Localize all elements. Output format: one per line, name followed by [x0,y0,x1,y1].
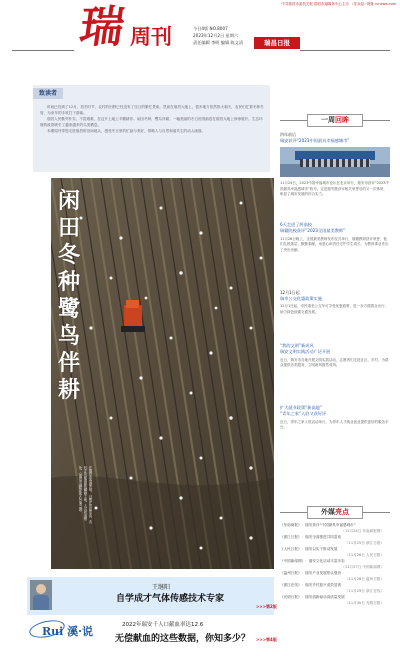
media-highlight-source: （11月28日 温州日报） [344,577,384,581]
feature-headline[interactable]: 自学成才气体传感技术专家 [116,594,225,604]
issue-line: 今日4版 NO.8007 [193,26,228,31]
divider [300,50,390,51]
media-highlight-title[interactable]: 《浙江日报》：瑞安全面推进共同富裕 [280,535,342,539]
news-item[interactable] [280,290,390,316]
news-date: 四年前后 [280,132,296,137]
section-badge [307,114,363,127]
issue-line: 2023年12月2日 星期六 [193,33,239,38]
photo-title-char: 闲 [58,188,81,214]
section-label: 外媒 [321,508,335,516]
news-item-body [280,179,390,198]
feature-portrait [30,580,52,610]
news-item[interactable] [280,222,390,254]
letter-paragraph: 本期周刊带您走进瑞昌的田间地头，感受冬日里的忙碌与美好，领略人与自然和谐共生的动人画面。 [47,129,206,134]
media-highlight-title[interactable]: 《中国新闻网》：瑞安文化活动丰富多彩 [280,559,345,563]
masthead-title: 周刊 [130,25,172,49]
media-highlight-list [280,522,390,606]
media-highlight-title[interactable]: 《光明日报》：瑞安创新驱动高质量发展 [280,595,345,599]
media-highlight-item[interactable] [280,522,390,534]
media-highlight-title[interactable]: 《人民日报》：瑞安以实干推动发展 [280,547,338,551]
portrait-head [36,584,46,594]
feature-person-name: 王继阳 [152,584,171,591]
photo-title-char: 田 [58,215,81,241]
media-highlight-source: （11月25日 浙江日报） [344,541,384,545]
bottom-subtitle: 2022年瑞安千人口献血率达12.6 [122,622,204,628]
masthead-logo: 瑞 [76,2,126,53]
news-title[interactable]: 瑞安获评“2023中国最具幸福感城市” [280,138,350,143]
photo-title-char: 冬 [58,242,81,268]
reader-letter-tab: 致读者 [33,88,63,99]
masthead-strip: 中共瑞昌市委机关报 瑞昌市融媒体中心主办 （非卖品）·网址 rcnews.com [281,2,396,6]
photo-title [58,188,84,404]
news-item[interactable] [280,405,390,431]
section-header-media-highlights [280,504,390,522]
media-highlight-item[interactable] [280,558,390,570]
media-highlight-source: （11月26日 人民日报） [344,553,384,557]
bottom-page-link[interactable]: >>>第4版 [256,637,277,642]
photo-title-char: 耕 [58,377,81,403]
media-highlight-source: （11月30日 光明日报） [344,601,384,605]
letter-paragraph: 瑞昌人民勤劳朴实，不畏艰难，在这片土地上辛勤耕作。闲田冬种，鹭鸟伴耕，一幅美丽的冬日田园画卷在瑞昌大地上徐徐展开。生态环境的改善吸引了越来越多的鸟类栖息。 [40,117,263,128]
media-highlight-title[interactable]: 《东南商报》：瑞安获评“中国最具幸福感城市” [280,523,356,527]
news-text: 近日，青年之家入驻活动举行，为青年人才就业创业提供更好的服务平台。 [280,419,389,430]
media-highlight-item[interactable] [280,570,390,582]
media-highlight-item[interactable] [280,594,390,606]
news-text: 近日，瑞安市各地开展文明实践活动，志愿者们走进社区、乡村，为群众提供各类服务，文明新风蔚然成风。 [280,357,389,368]
bottom-headline[interactable]: 无偿献血的这些数据，你知多少？ [115,634,251,644]
photo-caption: 在瑞昌市赛湖农场，白鹭在田间觅食，农机手驾驶旋耕机翻耕土地，人鸟和谐相处。（瑞昌市融媒体中心记者 摄） [78,466,92,524]
media-highlight-item[interactable] [280,546,390,558]
news-date: 12月1日起 [280,290,300,295]
section-header-week-review [280,112,390,130]
section-label-accent: 回眸 [335,116,349,124]
section-badge [307,506,363,519]
news-photo [280,147,390,177]
media-highlight-source: （11月24日 东南商报网） [341,529,384,533]
photo-title-char: 鹭 [58,296,81,322]
media-highlight-title[interactable]: 《温州日报》：瑞安产业发展势头强劲 [280,571,342,575]
news-text: 11月28日晚上，全国最美教师发布仪式举行，瑞籍教师获评荣誉，他们扎根基层、默默奉献，用爱心和责任守护学生成长，为教育事业作出了突出贡献。 [280,236,389,252]
news-title[interactable]: 瑞市公交优惠政策实施 [280,296,322,301]
media-highlight-source: （11月29日 浙江在线） [344,589,384,593]
photo-title-char: 鸟 [58,323,81,349]
media-highlight-item[interactable] [280,582,390,594]
brand-logo: 瑞昌日报 [254,37,300,49]
photo-crowd [300,159,370,167]
news-text: 12月1日起，市民乘坐公交车可享受优惠政策，进一步方便群众出行，助力绿色低碳交通发展。 [280,304,389,314]
issue-info [193,25,253,46]
section-label-accent: 亮点 [335,508,349,516]
media-highlight-source: （11月27日 中国新闻网） [341,565,384,569]
photo-title-char: 种 [58,269,81,295]
column-logo: Rui 溪·说 [42,625,93,638]
news-text: 11月24日，2023中国幸福城市论坛在北京举行，瑞安市获评“2023中国最具幸福感城市”称号。这是瑞安继获评相关荣誉后的又一次殊荣，彰显了城市发展的综合实力。 [280,181,390,197]
media-highlight-item[interactable] [280,534,390,546]
divider [12,50,74,51]
media-highlight-title[interactable]: 《浙江在线》：瑞安乡村振兴成效显著 [280,583,342,587]
news-title[interactable]: 扩大就业政策“新高地” “青年之家”入驻又获好评 [280,405,327,417]
letter-paragraph: 时间已经到了12月，初冬时节，农村的田野已经没有了往日的繁忙景象。然而在瑞昌大地上，很多地方依然热火朝天，农民们忙着冬种冬管，为来年的丰收打下基础。 [40,105,264,116]
portrait-body [33,595,49,610]
news-title[interactable]: “我的文明”新成风 瑞安文明实践活动广泛开展 [280,343,331,355]
section-label: 一周 [321,116,335,124]
news-item[interactable] [280,132,390,144]
reader-letter-body [40,104,265,134]
photo-title-char: 伴 [58,350,81,376]
news-item[interactable] [280,343,390,369]
feature-page-link[interactable]: >>>第2版 [256,604,277,609]
news-title[interactable]: 6天走进了两高校 瑞籍院校获评“2023全国最美教师” [280,222,346,234]
issue-line: 责任编辑 李明 编辑 陈文清 [193,40,244,45]
